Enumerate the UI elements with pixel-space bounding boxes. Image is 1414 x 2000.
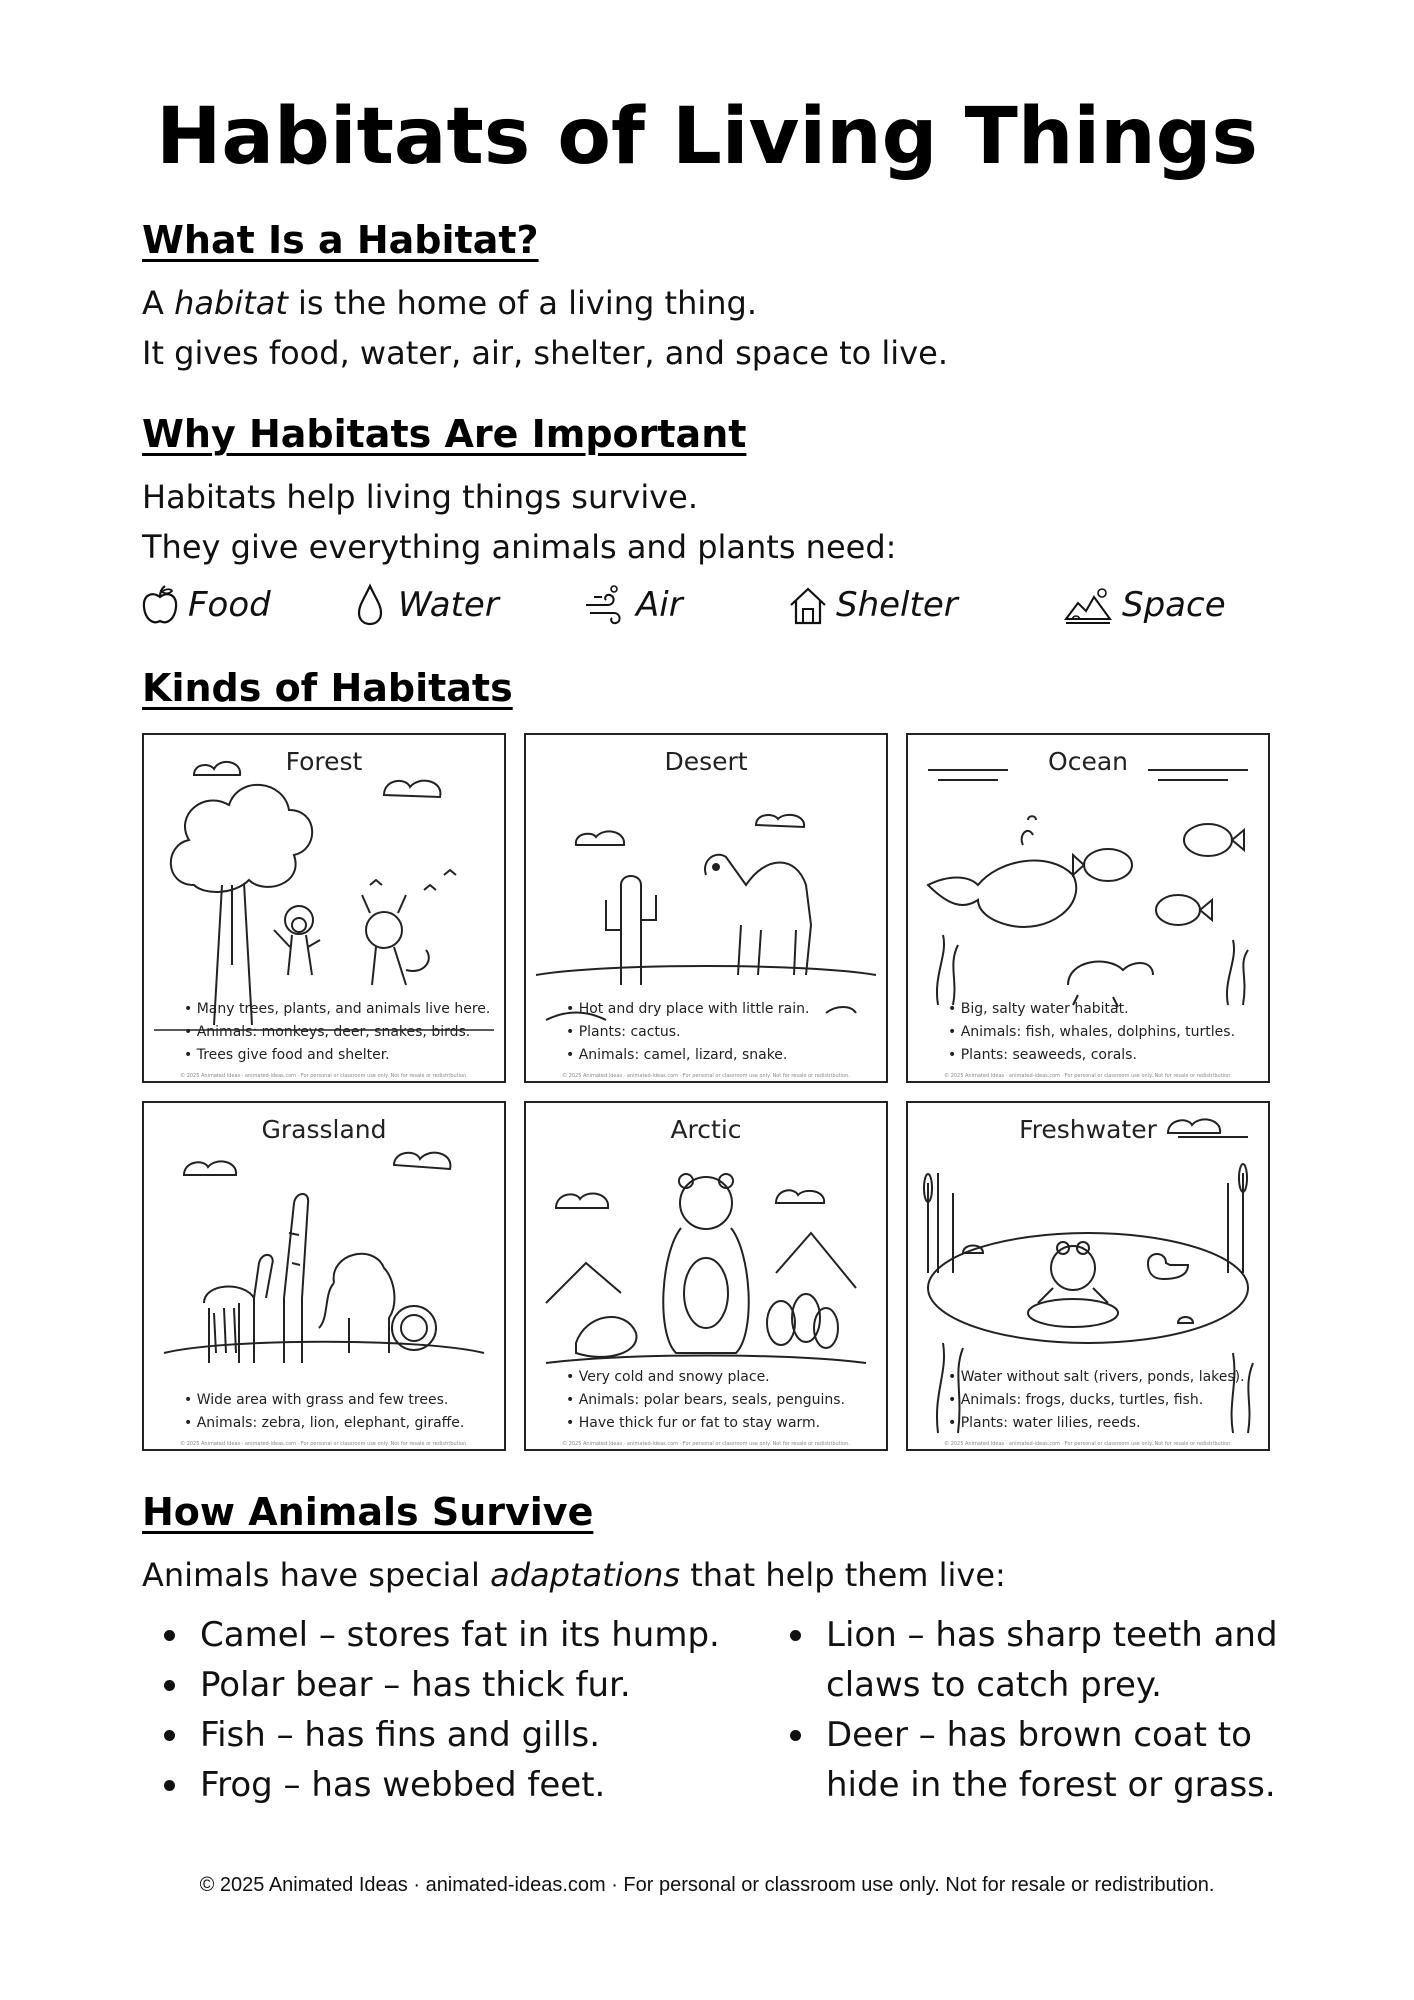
habitat-fact: • Have thick fur or fat to stay warm.: [566, 1412, 845, 1435]
what-line-1: A habitat is the home of a living thing.: [142, 284, 757, 322]
water-drop-icon: [350, 583, 390, 627]
need-food: [140, 580, 271, 630]
habitat-fact: • Trees give food and shelter.: [184, 1044, 490, 1067]
section-heading-survive: How Animals Survive: [142, 1490, 594, 1534]
landscape-icon: [1062, 583, 1114, 627]
habitat-card-desert: [524, 733, 888, 1083]
card-fineprint: © 2025 Animated Ideas · animated-ideas.com · For personal or classroom use only. Not for resale or redistribution.: [180, 1073, 468, 1079]
footer-copyright: © 2025 Animated Ideas · animated-ideas.com · For personal or classroom use only. Not for resale or redistribution.: [199, 1874, 1215, 1896]
page-title: Habitats of Living Things: [156, 92, 1258, 182]
card-fineprint: © 2025 Animated Ideas · animated-ideas.com · For personal or classroom use only. Not for resale or redistribution.: [562, 1441, 850, 1447]
habitat-fact: • Big, salty water habitat.: [948, 998, 1235, 1021]
need-label: Shelter: [836, 585, 958, 625]
list-item-continued: claws to catch prey.: [826, 1665, 1162, 1705]
apple-icon: [140, 583, 180, 627]
need-space: [1062, 580, 1226, 630]
habitat-fact: • Plants: water lilies, reeds.: [948, 1412, 1245, 1435]
habitat-facts: [184, 998, 490, 1067]
habitat-title: Arctic: [670, 1115, 742, 1144]
habitat-fact: • Water without salt (rivers, ponds, lakes).: [948, 1366, 1245, 1389]
habitat-fact: • Animals: camel, lizard, snake.: [566, 1044, 809, 1067]
habitat-facts: [566, 998, 809, 1067]
list-item-continued: hide in the forest or grass.: [826, 1765, 1276, 1805]
wind-icon: [580, 583, 628, 627]
adaptations-left-list: [142, 1610, 720, 1810]
habitat-title: Freshwater: [1019, 1115, 1157, 1144]
survive-intro: Animals have special adaptations that help them live:: [142, 1556, 1006, 1594]
habitat-facts: [948, 1366, 1245, 1435]
list-item: Polar bear – has thick fur.: [142, 1660, 720, 1710]
list-item: Lion – has sharp teeth and: [768, 1610, 1278, 1660]
house-icon: [788, 583, 828, 627]
need-air: [580, 580, 683, 630]
habitat-card-arctic: [524, 1101, 888, 1451]
habitat-fact: • Animals: polar bears, seals, penguins.: [566, 1389, 845, 1412]
list-item: Camel – stores fat in its hump.: [142, 1610, 720, 1660]
habitat-card-grassland: [142, 1101, 506, 1451]
list-item: Fish – has fins and gills.: [142, 1710, 720, 1760]
habitat-card-freshwater: [906, 1101, 1270, 1451]
needs-row: [140, 580, 1280, 630]
need-label: Space: [1122, 585, 1226, 625]
habitat-title: Ocean: [1048, 747, 1128, 776]
habitat-facts: [184, 1389, 464, 1435]
section-heading-why: Why Habitats Are Important: [142, 412, 747, 456]
habitat-facts: [566, 1366, 845, 1435]
need-water: [350, 580, 499, 630]
habitat-fact: • Plants: cactus.: [566, 1021, 809, 1044]
why-line-1: Habitats help living things survive.: [142, 478, 699, 516]
habitat-fact: • Animals: zebra, lion, elephant, giraffe.: [184, 1412, 464, 1435]
habitat-card-ocean: [906, 733, 1270, 1083]
habitat-title: Desert: [664, 747, 748, 776]
need-shelter: [788, 580, 958, 630]
card-fineprint: © 2025 Animated Ideas · animated-ideas.com · For personal or classroom use only. Not for resale or redistribution.: [180, 1441, 468, 1447]
card-fineprint: © 2025 Animated Ideas · animated-ideas.com · For personal or classroom use only. Not for resale or redistribution.: [562, 1073, 850, 1079]
list-item: Deer – has brown coat to: [768, 1710, 1278, 1760]
habitat-fact: • Many trees, plants, and animals live here.: [184, 998, 490, 1021]
habitat-fact: • Animals: fish, whales, dolphins, turtles.: [948, 1021, 1235, 1044]
card-fineprint: © 2025 Animated Ideas · animated-ideas.com · For personal or classroom use only. Not for resale or redistribution.: [944, 1073, 1232, 1079]
need-label: Water: [398, 585, 499, 625]
habitat-fact: • Very cold and snowy place.: [566, 1366, 845, 1389]
habitat-fact: • Animals: monkeys, deer, snakes, birds.: [184, 1021, 490, 1044]
card-fineprint: © 2025 Animated Ideas · animated-ideas.com · For personal or classroom use only. Not for resale or redistribution.: [944, 1441, 1232, 1447]
habitat-title: Grassland: [261, 1115, 387, 1144]
adaptations-right-list: [768, 1610, 1278, 1810]
section-heading-what: What Is a Habitat?: [142, 218, 539, 262]
habitat-card-forest: [142, 733, 506, 1083]
habitat-title: Forest: [285, 747, 363, 776]
need-label: Food: [188, 585, 271, 625]
why-line-2: They give everything animals and plants need:: [142, 528, 897, 566]
section-heading-kinds: Kinds of Habitats: [142, 666, 513, 710]
habitat-fact: • Hot and dry place with little rain.: [566, 998, 809, 1021]
habitat-fact: • Plants: seaweeds, corals.: [948, 1044, 1235, 1067]
need-label: Air: [636, 585, 683, 625]
what-line-2: It gives food, water, air, shelter, and space to live.: [142, 334, 948, 372]
habitat-fact: • Wide area with grass and few trees.: [184, 1389, 464, 1412]
list-item: Frog – has webbed feet.: [142, 1760, 720, 1810]
habitat-facts: [948, 998, 1235, 1067]
habitat-fact: • Animals: frogs, ducks, turtles, fish.: [948, 1389, 1245, 1412]
